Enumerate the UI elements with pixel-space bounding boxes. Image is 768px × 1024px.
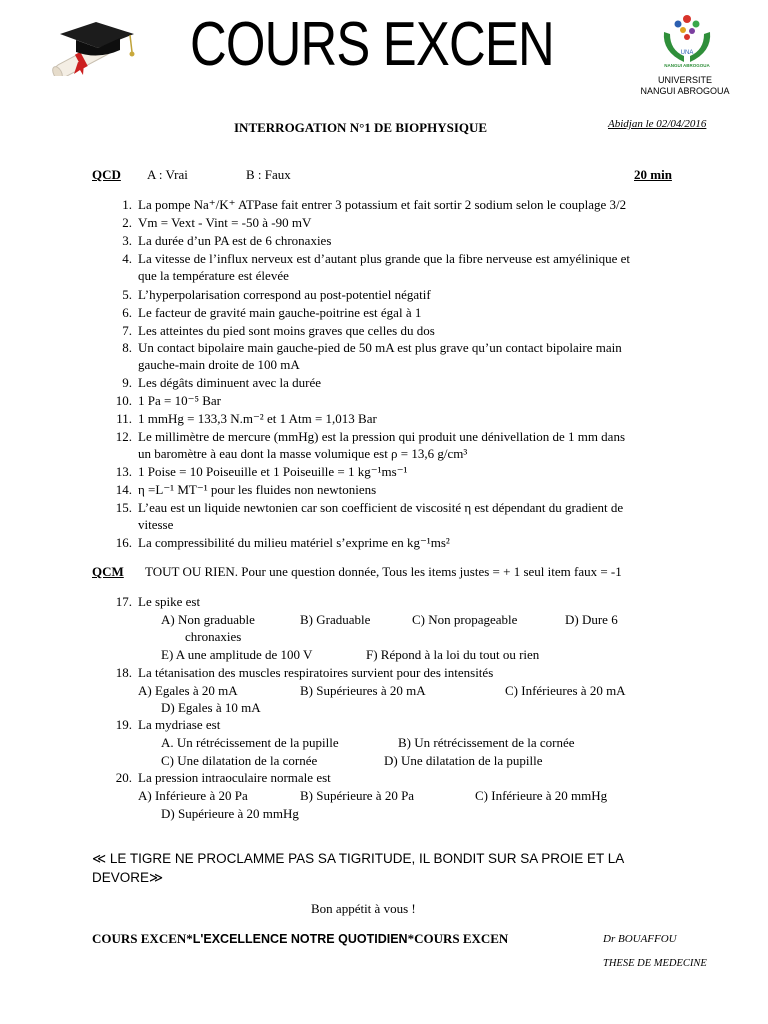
qcm-label: QCM [92, 564, 124, 579]
quote-line-1: ≪ LE TIGRE NE PROCLAMME PAS SA TIGRITUDE, IL BONDIT SUR SA PROIE ET LA [92, 851, 625, 866]
graduation-cap-icon [38, 14, 144, 76]
quote-line-2: DEVORE≫ [92, 870, 164, 885]
slogan: COURS EXCEN*L'EXCELLENCE NOTRE QUOTIDIEN*COURS EXCEN [92, 931, 509, 946]
university-logo-icon [658, 10, 716, 70]
qcm-instruction: TOUT OU RIEN. Pour une question donnée, Tous les items justes = + 1 seul item faux = -1 [145, 564, 622, 579]
logo-text: NANGUI ABROGOUA [664, 63, 710, 68]
qcd-label: QCD [92, 167, 121, 182]
wish: Bon appétit à vous ! [311, 901, 416, 916]
author: Dr BOUAFFOU [603, 933, 677, 945]
svg-text:UNA: UNA [680, 50, 694, 56]
thesis: THESE DE MEDECINE [603, 958, 707, 969]
page-title: INTERROGATION N°1 DE BIOPHYSIQUE [234, 120, 488, 135]
qcd-option-a: A : Vrai [147, 167, 188, 182]
date: Abidjan le 02/04/2016 [608, 118, 707, 130]
duration: 20 min [634, 167, 672, 182]
qcd-option-b: B : Faux [246, 167, 291, 182]
university-name: UNIVERSITE NANGUI ABROGOUA [640, 75, 730, 96]
brand-title: COURS EXCEN [190, 10, 554, 79]
